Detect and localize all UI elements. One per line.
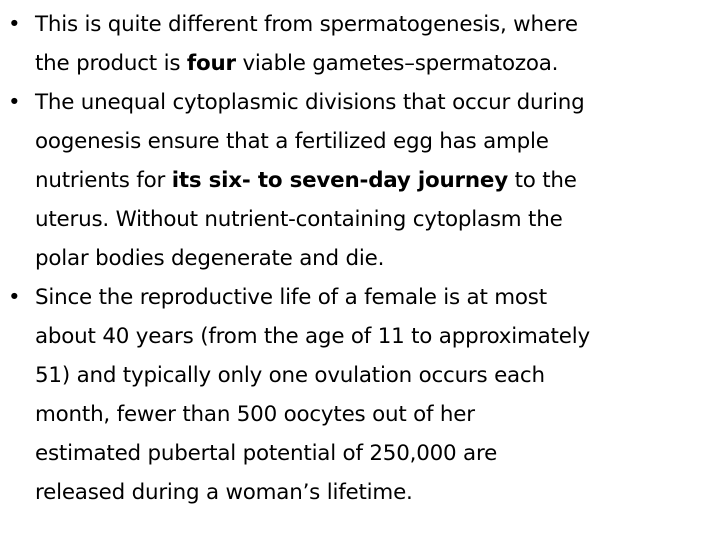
bullet-mark: • — [8, 285, 21, 310]
bullet-mark: • — [8, 12, 21, 37]
bold-text: four — [186, 51, 236, 76]
text-run: estimated pubertal potential of 250,000 are — [35, 441, 498, 466]
text-line — [35, 278, 718, 317]
text-run: released during a woman’s lifetime. — [35, 480, 413, 505]
text-run: This is quite different from spermatogenesis, where — [35, 12, 578, 37]
text-run: about 40 years (from the age of 11 to approximately — [35, 324, 590, 349]
text-line — [35, 356, 718, 395]
text-run: Since the reproductive life of a female is at most — [35, 285, 547, 310]
text-run: 51) and typically only one ovulation occurs each — [35, 363, 545, 388]
text-run: month, fewer than 500 oocytes out of her — [35, 402, 475, 427]
text-line — [35, 122, 718, 161]
text-line — [35, 239, 718, 278]
text-run: polar bodies degenerate and die. — [35, 246, 385, 271]
text-run: oogenesis ensure that a fertilized egg has ample — [35, 129, 549, 154]
bullet-list — [8, 5, 718, 512]
text-line — [35, 83, 718, 122]
text-line — [35, 395, 718, 434]
text-run: uterus. Without nutrient-containing cytoplasm the — [35, 207, 563, 232]
text-line — [35, 161, 718, 200]
text-line — [35, 434, 718, 473]
text-run: nutrients for — [35, 168, 172, 193]
bullet-item — [8, 278, 718, 512]
text-run: viable gametes–spermatozoa. — [235, 51, 559, 76]
text-line — [35, 5, 718, 44]
text-line — [35, 200, 718, 239]
text-line — [35, 473, 718, 512]
text-line — [35, 44, 718, 83]
text-run: the product is — [35, 51, 187, 76]
bullet-mark: • — [8, 90, 21, 115]
bold-text: its six- to seven-day journey — [171, 168, 508, 193]
text-run: The unequal cytoplasmic divisions that occur during — [35, 90, 585, 115]
text-line — [35, 317, 718, 356]
bullet-item — [8, 5, 718, 83]
text-run: to the — [507, 168, 577, 193]
bullet-item — [8, 83, 718, 278]
